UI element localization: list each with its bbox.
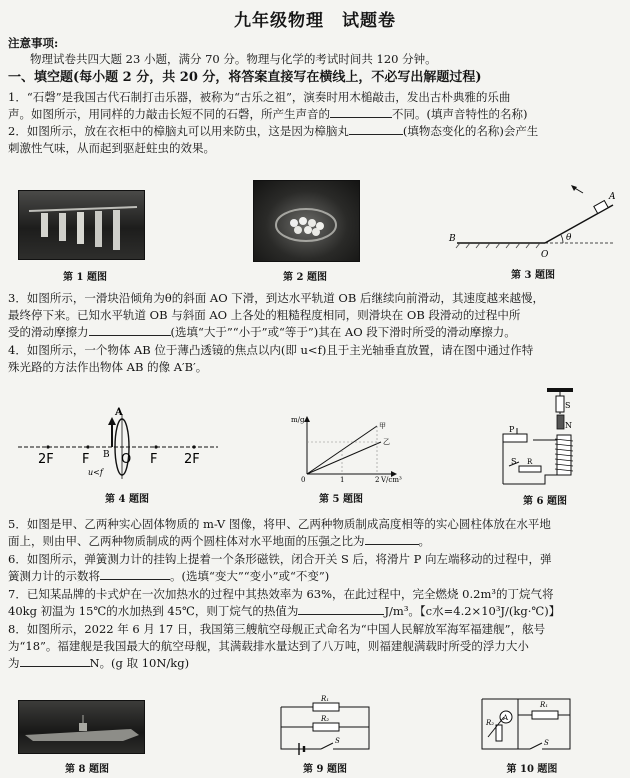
q6-line2 — [8, 568, 329, 584]
q2-line1 — [8, 123, 538, 139]
fig10-caption: 第 10 题图 — [506, 764, 558, 775]
page-title: 九年级物理 试题卷 — [234, 11, 396, 31]
fig8-caption: 第 8 题图 — [65, 764, 109, 775]
fig10-label-a: A — [503, 714, 509, 722]
fig8-aircraft-carrier-photo — [18, 700, 145, 754]
fig3-label-o: O — [541, 250, 549, 260]
fig4-caption: 第 4 题图 — [105, 494, 149, 505]
fig4-label-a: A — [115, 407, 123, 418]
fig6-electromagnet-circuit — [495, 388, 595, 488]
fig4-label-f-right: F — [150, 452, 158, 467]
q3-line1: 3．如图所示，一滑块沿倾角为θ的斜面 AO 下滑，到达水平轨道 OB 后继续向前滑动，其速度越来越慢， — [8, 291, 544, 305]
fig4-label-2f-left: 2F — [38, 452, 54, 467]
q8-text-b: N。(g 取 10N/kg) — [89, 656, 190, 670]
fig3-label-b: B — [449, 234, 456, 244]
q8-line2: 为“18”。福建舰是我国最大的航空母舰，其满载排水量达到了八万吨，则福建舰满载时所受的浮力大小 — [8, 639, 529, 653]
fig6-label-s: S — [511, 457, 517, 466]
q5-line2 — [8, 533, 430, 549]
q4-line2: 殊光路的方法作出物体 AB 的像 A′B′。 — [8, 360, 208, 374]
q3-line3 — [8, 324, 516, 340]
q5-line1: 5．如图是甲、乙两种实心固体物质的 m-V 图像，将甲、乙两种物质制成高度相等的实心圆柱体放在水平地 — [8, 517, 551, 531]
q5-text-b: 。 — [418, 534, 430, 548]
fig2-camphor-drawing — [254, 181, 359, 261]
q3-answer-blank[interactable] — [89, 324, 171, 336]
fig9-label-r2: R₂ — [321, 715, 330, 723]
fig8-carrier-drawing — [19, 701, 144, 753]
q1-text-b: 不同。(填声音特性的名称) — [392, 107, 528, 121]
q7-line2 — [8, 603, 560, 619]
fig4-label-2f-right: 2F — [184, 452, 200, 467]
q6-line1: 6．如图所示，弹簧测力计的挂钩上提着一个条形磁铁，闭合开关 S 后，将滑片 P 向左端移动的过程中，弹 — [8, 552, 552, 566]
fig3-incline-diagram — [445, 185, 620, 263]
q5-text-a: 面上，则由甲、乙两种物质制成的两个圆柱体对水平地面的压强之比为 — [8, 534, 365, 548]
q7-line1: 7．已知某品牌的卡式炉在一次加热水的过程中其热效率为 63%，在此过程中，完全燃烧 0.2m³的丁烷气将 — [8, 587, 554, 601]
fig5-label-yi: 乙 — [383, 438, 390, 446]
notice-heading: 注意事项: — [8, 36, 59, 50]
fig4-label-o: O — [121, 452, 132, 467]
fig5-label-v: V/cm³ — [381, 476, 402, 484]
fig6-caption: 第 6 题图 — [523, 496, 567, 507]
q2-text-a: 2．如图所示，放在衣柜中的樟脑丸可以用来防虫，这是因为樟脑丸 — [8, 124, 349, 138]
q7-text-b: J/m³。【c水=4.2×10³J/(kg·℃)】 — [384, 604, 561, 618]
fig1-chime-stones-drawing — [19, 191, 144, 259]
q8-answer-blank[interactable] — [20, 655, 90, 667]
fig3-caption: 第 3 题图 — [511, 270, 555, 281]
fig9-label-s: S — [335, 737, 340, 745]
q4-line1: 4．如图所示，一个物体 AB 位于薄凸透镜的焦点以内(即 u<f)且于主光轴垂直放置，请在图中通过作特 — [8, 343, 534, 357]
q1-answer-blank[interactable] — [330, 106, 392, 118]
fig6-label-r: R — [527, 458, 533, 466]
q3-text-a: 受的滑动摩擦力 — [8, 325, 89, 339]
fig9-circuit-diagram — [273, 697, 378, 755]
section1-heading: 一、填空题(每小题 2 分，共 20 分，将答案直接写在横线上，不必写出解题过程) — [8, 70, 482, 85]
fig1-chime-stones-photo — [18, 190, 145, 260]
q1-line2 — [8, 106, 527, 122]
q3-line2: 最终停下来。已知水平轨道 OB 与斜面 AO 上各处的粗糙程度相同，则滑块在 OB 段滑动的过程中所 — [8, 308, 521, 322]
fig2-caption: 第 2 题图 — [283, 272, 327, 283]
q2-answer-blank[interactable] — [349, 123, 403, 135]
fig6-label-s-top: S — [565, 401, 571, 410]
fig5-tick-1: 1 — [340, 476, 345, 484]
q5-answer-blank[interactable] — [365, 533, 419, 545]
q6-answer-blank[interactable] — [100, 568, 170, 580]
fig2-camphor-balls-photo — [253, 180, 360, 262]
fig4-label-b: B — [103, 450, 110, 460]
q2-line2: 刺激性气味，从而起到驱赶蛀虫的效果。 — [8, 141, 215, 155]
q2-text-b: (填物态变化的名称)会产生 — [402, 124, 539, 138]
q7-answer-blank[interactable] — [298, 603, 384, 615]
fig3-label-theta: θ — [566, 233, 572, 243]
fig5-caption: 第 5 题图 — [319, 494, 363, 505]
q1-line1: 1．“石磬”是我国古代石制打击乐器，被称为“古乐之祖”，演奏时用木槌敲击，发出古朴典雅的乐曲 — [8, 90, 511, 104]
notice-body: 物理试卷共四大题 23 小题，满分 70 分。物理与化学的考试时间共 120 分钟。 — [30, 52, 437, 66]
fig5-mass-volume-graph — [293, 418, 403, 483]
fig1-caption: 第 1 题图 — [63, 272, 107, 283]
q6-text-b: 。(选填“变大”“变小”或“不变”) — [170, 569, 330, 583]
fig5-label-origin: 0 — [301, 476, 306, 484]
fig10-label-r1: R₁ — [540, 701, 549, 709]
fig6-label-p: P — [509, 425, 515, 434]
fig3-label-a: A — [609, 192, 616, 202]
fig4-lens-diagram — [18, 405, 223, 480]
fig5-label-jia: 甲 — [379, 422, 386, 430]
q1-text-a: 声。如图所示，用同样的力敲击长短不同的石磬，所产生声音的 — [8, 107, 330, 121]
fig9-label-r1: R₁ — [321, 695, 330, 703]
fig4-label-u-lt-f: u<f — [88, 468, 103, 477]
q3-text-b: (选填“大于”“小于”或“等于”)其在 AO 段下滑时所受的滑动摩擦力。 — [170, 325, 516, 339]
fig9-caption: 第 9 题图 — [303, 764, 347, 775]
fig10-label-s: S — [544, 739, 549, 747]
fig6-label-n: N — [565, 421, 572, 430]
fig5-tick-2: 2 — [375, 476, 380, 484]
fig4-label-f-left: F — [82, 452, 90, 467]
q8-line1: 8．如图所示，2022 年 6 月 17 日，我国第三艘航空母舰正式命名为“中国人民解放军海军福建舰”，舷号 — [8, 622, 546, 636]
q7-text-a: 40kg 初温为 15℃的水加热到 45℃，则丁烷气的热值为 — [8, 604, 299, 618]
fig10-label-r2: R₂ — [486, 719, 495, 727]
q6-text-a: 簧测力计的示数将 — [8, 569, 100, 583]
fig5-label-m: m/g — [291, 416, 305, 424]
q8-text-a: 为 — [8, 656, 20, 670]
fig10-circuit-diagram — [470, 693, 585, 755]
q8-line3 — [8, 655, 189, 671]
